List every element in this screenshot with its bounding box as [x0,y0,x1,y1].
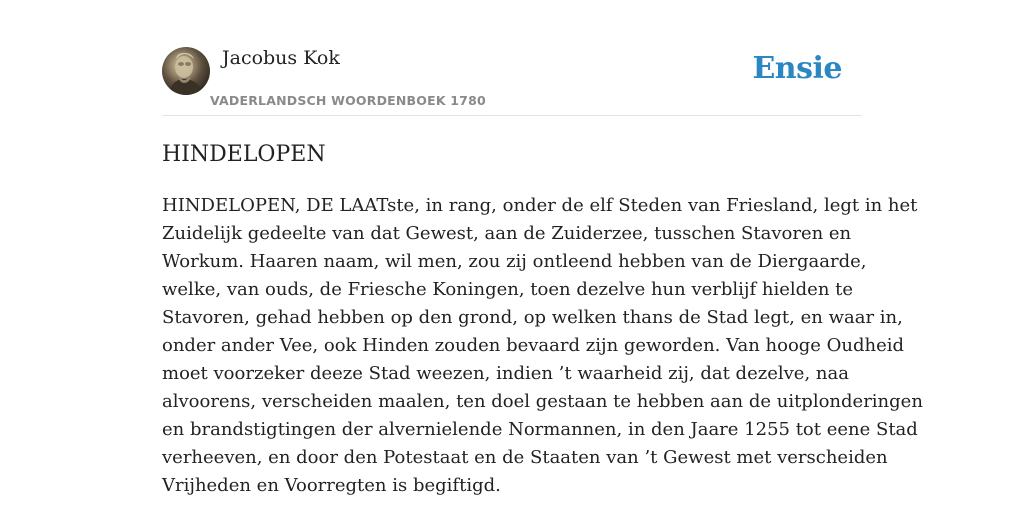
body-line: moet voorzeker deeze Stad weezen, indien ’t waarheid zij, dat dezelve, naa [162,363,849,384]
portrait-icon [162,47,210,95]
header [162,0,862,116]
body-line: welke, van ouds, de Friesche Koningen, toen dezelve hun verblijf hielden te [162,279,854,300]
body-line: Workum. Haaren naam, wil men, zou zij ontleend hebben van de Diergaarde, [162,251,867,272]
body-line: verheeven, en door den Potestaat en de Staaten van ’t Gewest met verscheiden [162,447,888,468]
body-line: en brandstigtingen der alvernielende Normannen, in den Jaare 1255 tot eene Stad [162,419,918,440]
body-line: HINDELOPEN, DE LAATste, in rang, onder de elf Steden van Friesland, legt in het [162,195,918,216]
body-line: alvoorens, verscheiden maalen, ten doel gestaan te hebben aan de uitplonderingen [162,391,923,412]
source-label: VADERLANDSCH WOORDENBOEK 1780 [210,93,486,108]
body-line: Zuidelijk gedeelte van dat Gewest, aan de Zuiderzee, tusschen Stavoren en [162,223,852,244]
body-line: onder ander Vee, ook Hinden zouden bevaard zijn geworden. Van hooge Oudheid [162,335,905,356]
body-line: Vrijheden en Voorregten is begiftigd. [162,475,501,496]
page-title: HINDELOPEN [162,142,326,167]
body-line: Stavoren, gehad hebben op den grond, op welken thans de Stad legt, en waar in, [162,307,903,328]
author-name[interactable]: Jacobus Kok [222,47,340,69]
author-avatar[interactable] [162,47,210,95]
ensie-logo[interactable]: Ensie [752,51,842,86]
page-container [162,0,923,496]
article-body [162,192,923,500]
